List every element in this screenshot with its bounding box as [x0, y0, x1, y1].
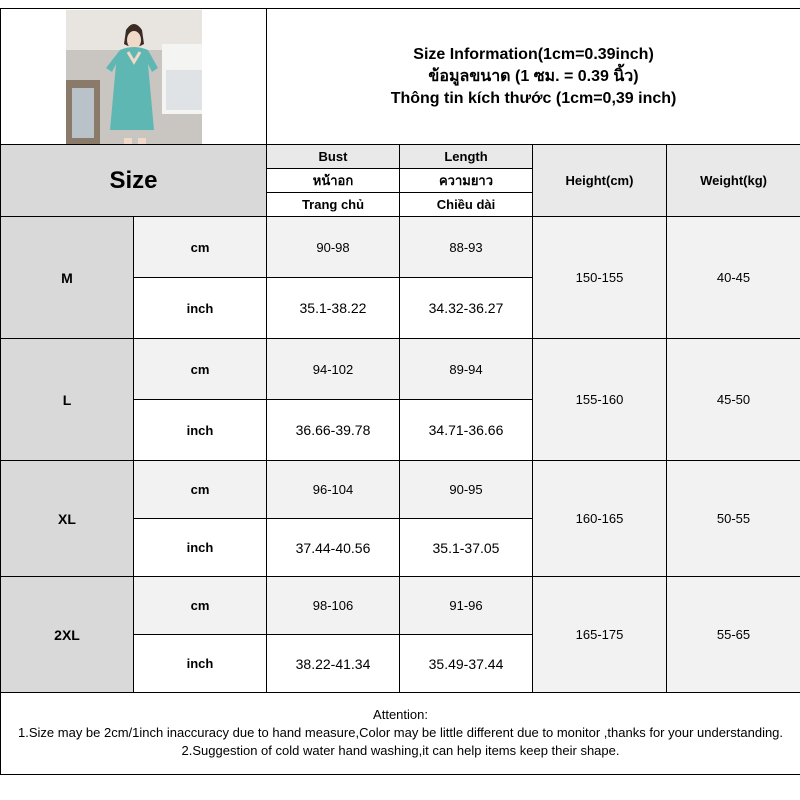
length-cm-xl: 90-95: [400, 461, 533, 519]
height-xl: 160-165: [533, 461, 667, 577]
bust-cm-l: 94-102: [267, 339, 400, 400]
size-label-xl: XL: [1, 461, 134, 577]
height-header: Height(cm): [533, 145, 667, 217]
unit-inch: inch: [134, 278, 267, 339]
height-m: 150-155: [533, 217, 667, 339]
length-inch-l: 34.71-36.66: [400, 400, 533, 461]
bust-inch-2xl: 38.22-41.34: [267, 635, 400, 693]
weight-xl: 50-55: [667, 461, 800, 577]
bust-header-vi: Trang chủ: [267, 193, 400, 217]
size-label-l: L: [1, 339, 134, 461]
attention-heading: Attention:: [373, 706, 428, 722]
weight-header: Weight(kg): [667, 145, 800, 217]
bust-inch-l: 36.66-39.78: [267, 400, 400, 461]
weight-2xl: 55-65: [667, 577, 800, 693]
title-thai: ข้อมูลขนาด (1 ซม. = 0.39 นิ้ว): [428, 67, 639, 85]
unit-cm: cm: [134, 577, 267, 635]
height-l: 155-160: [533, 339, 667, 461]
length-header-th: ความยาว: [400, 169, 533, 193]
title-cell: [267, 9, 800, 145]
unit-inch: inch: [134, 635, 267, 693]
unit-cm: cm: [134, 339, 267, 400]
length-inch-2xl: 35.49-37.44: [400, 635, 533, 693]
attention-note-1: 1.Size may be 2cm/1inch inaccuracy due to hand measure,Color may be little different due to monitor ,thanks for your understanding.: [18, 724, 784, 740]
bust-inch-xl: 37.44-40.56: [267, 519, 400, 577]
title-english: Size Information(1cm=0.39inch): [413, 45, 654, 63]
unit-inch: inch: [134, 519, 267, 577]
length-cm-l: 89-94: [400, 339, 533, 400]
product-photo-cell: [1, 9, 267, 145]
bust-inch-m: 35.1-38.22: [267, 278, 400, 339]
size-label-m: M: [1, 217, 134, 339]
bust-cm-m: 90-98: [267, 217, 400, 278]
length-inch-xl: 35.1-37.05: [400, 519, 533, 577]
height-2xl: 165-175: [533, 577, 667, 693]
weight-l: 45-50: [667, 339, 800, 461]
size-column-header: Size: [1, 145, 267, 217]
attention-notes: [1, 693, 800, 775]
length-cm-m: 88-93: [400, 217, 533, 278]
size-label-2xl: 2XL: [1, 577, 134, 693]
bust-header-th: หน้าอก: [267, 169, 400, 193]
title-vietnamese: Thông tin kích thước (1cm=0,39 inch): [390, 89, 677, 107]
length-header-vi: Chiều dài: [400, 193, 533, 217]
product-photo: [66, 10, 202, 144]
unit-inch: inch: [134, 400, 267, 461]
bust-cm-2xl: 98-106: [267, 577, 400, 635]
length-cm-2xl: 91-96: [400, 577, 533, 635]
size-chart-table: [0, 8, 800, 775]
unit-cm: cm: [134, 217, 267, 278]
bust-header-en: Bust: [267, 145, 400, 169]
bust-cm-xl: 96-104: [267, 461, 400, 519]
length-inch-m: 34.32-36.27: [400, 278, 533, 339]
length-header-en: Length: [400, 145, 533, 169]
weight-m: 40-45: [667, 217, 800, 339]
unit-cm: cm: [134, 461, 267, 519]
attention-note-2: 2.Suggestion of cold water hand washing,it can help items keep their shape.: [181, 742, 620, 758]
